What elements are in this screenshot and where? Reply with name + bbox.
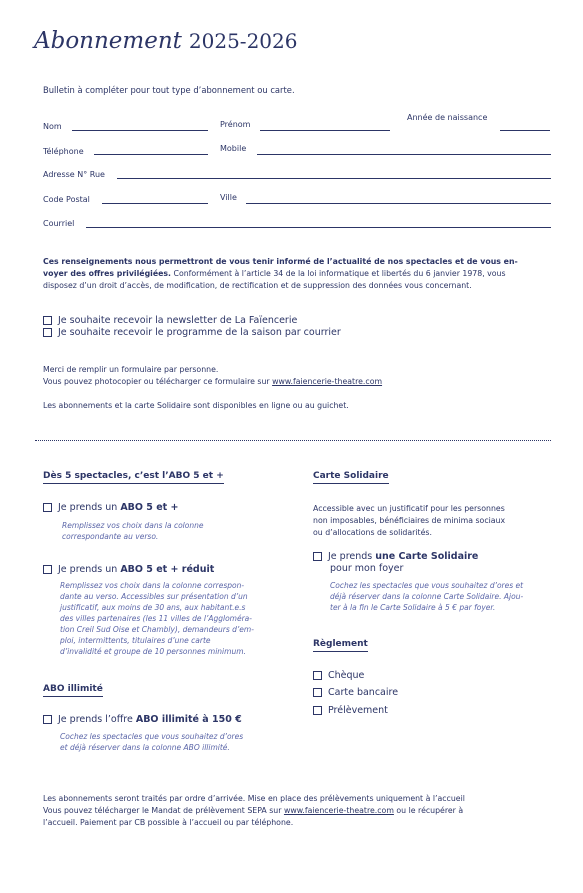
solidaire-option[interactable] <box>313 551 478 562</box>
adresse-label: Adresse N° Rue <box>43 170 105 179</box>
abo5-label-pre: Je prends un <box>58 502 121 513</box>
footer-line-3: l’accueil. Paiement par CB possible à l’accueil ou par téléphone. <box>43 818 294 827</box>
illimite-note-line: Cochez les spectacles que vous souhaitez d’ores <box>60 732 244 741</box>
merci-line-1: Merci de remplir un formulaire par personne. <box>43 365 219 374</box>
footer-text <box>43 793 465 829</box>
solidaire-note-line: déjà réserver dans la colonne Carte Solidaire. Ajou- <box>330 592 524 601</box>
solidaire-label-line-2: pour mon foyer <box>330 563 404 574</box>
title-word: Abonnement <box>34 28 182 54</box>
nom-label: Nom <box>43 122 62 131</box>
illimite-checkbox[interactable] <box>43 715 52 724</box>
ville-field[interactable] <box>246 203 551 204</box>
abo5-note-line: Remplissez vos choix dans la colonne <box>62 521 204 530</box>
illimite-heading: ABO illimité <box>43 684 103 697</box>
illimite-label-bold: ABO illimité à 150 € <box>135 714 242 725</box>
footer-line-2-end: ou le récupérer à <box>393 806 464 815</box>
abo5-heading: Dès 5 spectacles, c’est l’ABO 5 et + <box>43 471 224 484</box>
payment-option-cheque[interactable] <box>313 670 364 681</box>
ville-label: Ville <box>220 193 237 202</box>
abo5-reduit-note-line: tion Creil Sud Oise et Chambly), demandeurs d’em- <box>60 625 254 634</box>
solidaire-desc-line: ou d’allocations de solidarités. <box>313 528 432 537</box>
abo5-reduit-option[interactable] <box>43 564 214 575</box>
merci-line-3: Les abonnements et la carte Solidaire sont disponibles en ligne ou au guichet. <box>43 401 349 410</box>
privacy-line-1: Ces renseignements nous permettront de vous tenir informé de l’actualité de nos spectacles et de vous en- <box>43 257 518 266</box>
privacy-text <box>43 256 518 292</box>
carte-checkbox[interactable] <box>313 688 322 697</box>
abo5-note-line: correspondante au verso. <box>62 532 159 541</box>
cheque-checkbox[interactable] <box>313 671 322 680</box>
abo5-reduit-note <box>60 580 254 657</box>
solidaire-desc <box>313 503 505 539</box>
telephone-field[interactable] <box>94 154 208 155</box>
title-years: 2025-2026 <box>188 29 298 53</box>
solidaire-label-pre: Je prends <box>328 551 376 562</box>
prenom-label: Prénom <box>220 120 251 129</box>
intro-text: Bulletin à compléter pour tout type d’abonnement ou carte. <box>43 85 295 95</box>
merci-line-2 <box>43 376 382 388</box>
courriel-label: Courriel <box>43 219 75 228</box>
code-postal-label: Code Postal <box>43 195 90 204</box>
abo5-note <box>62 520 203 542</box>
solidaire-checkbox[interactable] <box>313 552 322 561</box>
prenom-field[interactable] <box>260 130 390 131</box>
cheque-label: Chèque <box>328 670 365 681</box>
mobile-label: Mobile <box>220 144 247 153</box>
footer-line-2 <box>43 805 465 817</box>
programme-checkbox[interactable] <box>43 328 52 337</box>
carte-label: Carte bancaire <box>328 687 399 698</box>
footer-line-2-text: Vous pouvez télécharger le Mandat de prélèvement SEPA sur <box>43 806 284 815</box>
abo5-reduit-label-pre: Je prends un <box>58 564 121 575</box>
solidaire-note-line: ter à la fin le Carte Solidaire à 5 € par foyer. <box>330 603 496 612</box>
privacy-line-2-bold: voyer des offres privilégiées. <box>43 269 172 278</box>
abo5-reduit-note-line: dante au verso. Accessibles sur présentation d’un <box>60 592 248 601</box>
programme-option[interactable] <box>43 327 341 338</box>
abo5-reduit-checkbox[interactable] <box>43 565 52 574</box>
payment-option-prelevement[interactable] <box>313 705 388 716</box>
abo5-reduit-note-line: Remplissez vos choix dans la colonne correspon- <box>60 581 245 590</box>
programme-label: Je souhaite recevoir le programme de la saison par courrier <box>58 327 341 338</box>
illimite-option[interactable] <box>43 714 242 725</box>
solidaire-label-bold: une Carte Solidaire <box>375 551 479 562</box>
reglement-heading: Règlement <box>313 639 368 652</box>
newsletter-option[interactable] <box>43 315 297 326</box>
abo5-reduit-note-line: justificatif, aux moins de 30 ans, aux habitant.e.s <box>60 603 246 612</box>
solidaire-heading: Carte Solidaire <box>313 471 389 484</box>
abo5-reduit-label-bold: ABO 5 et + réduit <box>120 564 215 575</box>
prelevement-checkbox[interactable] <box>313 706 322 715</box>
illimite-note <box>60 731 243 753</box>
courriel-field[interactable] <box>86 227 551 228</box>
section-divider <box>35 440 551 441</box>
solidaire-desc-line: non imposables, bénéficiaires de minima sociaux <box>313 516 506 525</box>
code-postal-field[interactable] <box>102 203 208 204</box>
solidaire-desc-line: Accessible avec un justificatif pour les personnes <box>313 504 505 513</box>
abo5-reduit-note-line: d’invalidité et groupe de 10 personnes minimum. <box>60 647 246 656</box>
abo5-label-bold: ABO 5 et + <box>120 502 179 513</box>
abo5-reduit-note-line: ploi, intermittents, titulaires d’une carte <box>60 636 211 645</box>
abo5-reduit-note-line: des villes partenaires (les 11 villes de l’Aggloméra- <box>60 614 252 623</box>
privacy-line-2 <box>43 268 518 280</box>
solidaire-note-line: Cochez les spectacles que vous souhaitez d’ores et <box>330 581 524 590</box>
page-title <box>34 28 297 54</box>
telephone-label: Téléphone <box>43 147 84 156</box>
annee-label: Année de naissance <box>407 113 488 122</box>
privacy-line-3: disposez d’un droit d’accès, de modification, de rectification et de suppression des données vous concernant. <box>43 281 472 290</box>
privacy-line-2-rest: Conformément à l’article 34 de la loi informatique et libertés du 6 janvier 1978, vous <box>171 269 506 278</box>
abo5-checkbox[interactable] <box>43 503 52 512</box>
nom-field[interactable] <box>72 130 208 131</box>
illimite-label-pre: Je prends l’offre <box>58 714 136 725</box>
mobile-field[interactable] <box>257 154 551 155</box>
merci-text <box>43 364 382 388</box>
illimite-note-line: et déjà réserver dans la colonne ABO illimité. <box>60 743 230 752</box>
footer-website-link[interactable]: www.faiencerie-theatre.com <box>283 806 394 815</box>
newsletter-checkbox[interactable] <box>43 316 52 325</box>
prelevement-label: Prélèvement <box>328 705 388 716</box>
footer-line-1: Les abonnements seront traités par ordre d’arrivée. Mise en place des prélèvements uniquement à l’accueil <box>43 794 465 803</box>
solidaire-note <box>330 580 523 613</box>
abo5-option[interactable] <box>43 502 178 513</box>
website-link[interactable]: www.faiencerie-theatre.com <box>272 377 383 386</box>
adresse-field[interactable] <box>117 178 551 179</box>
payment-option-carte[interactable] <box>313 687 398 698</box>
newsletter-label: Je souhaite recevoir la newsletter de La Faïencerie <box>58 315 298 326</box>
merci-line-2-text: Vous pouvez photocopier ou télécharger ce formulaire sur <box>43 377 273 386</box>
annee-field[interactable] <box>500 130 550 131</box>
